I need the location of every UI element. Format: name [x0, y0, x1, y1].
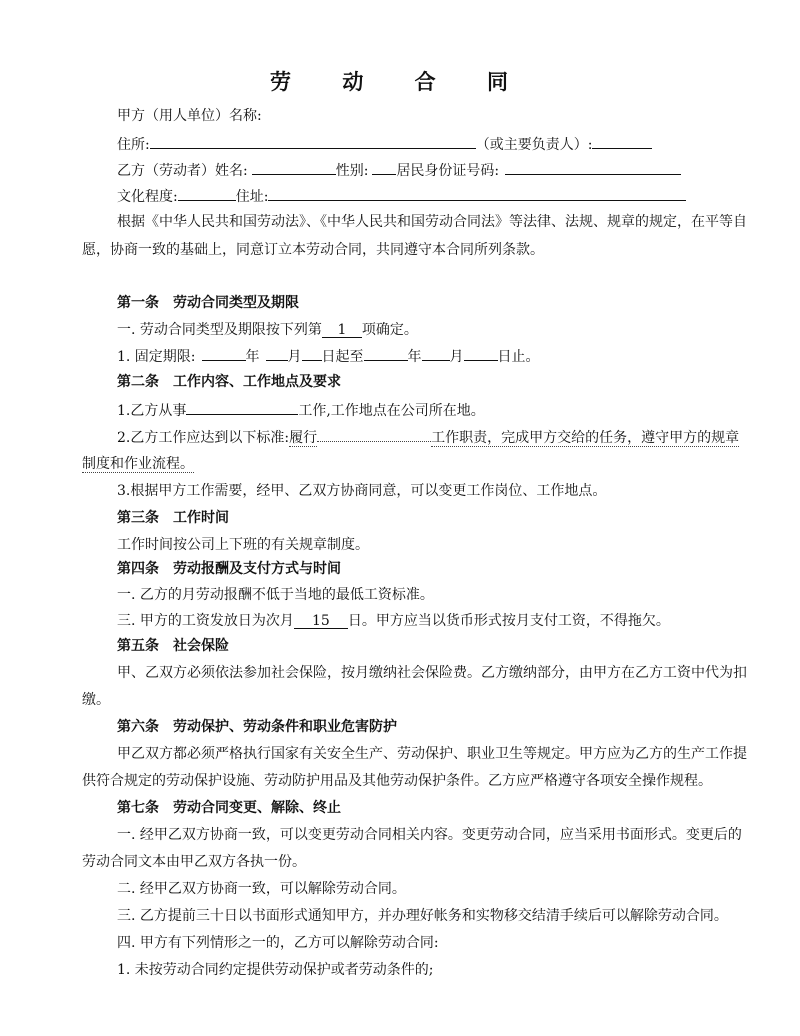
article-1-line-2 — [117, 346, 540, 367]
day-end-label: 日止。 — [497, 349, 540, 365]
contract-type-field[interactable]: 1 — [322, 323, 362, 338]
article-2-line-2 — [117, 427, 739, 448]
article-7-heading: 第七条 劳动合同变更、解除、终止 — [117, 800, 341, 816]
article-6-line-2: 供符合规定的劳动保护设施、劳动防护用品及其他劳动保护条件。乙方应严格遵守各项安全操作规程。 — [82, 773, 712, 789]
party-b-label: 乙方（劳动者）姓名: — [117, 163, 248, 179]
address2-label: 住址: — [235, 189, 269, 205]
end-year-field[interactable] — [364, 346, 408, 361]
payday-suffix: 日。甲方应当以货币形式按月支付工资，不得拖欠。 — [347, 613, 670, 629]
article-1-heading: 第一条 劳动合同类型及期限 — [117, 295, 299, 311]
article-6-heading: 第六条 劳动保护、劳动条件和职业危害防护 — [117, 719, 397, 735]
article-5-heading: 第五条 社会保险 — [117, 638, 229, 654]
standard-perform-text: 履行 — [289, 430, 318, 446]
article-3-heading: 第三条 工作时间 — [117, 510, 229, 526]
duty-field[interactable] — [317, 427, 431, 442]
address2-field[interactable] — [268, 186, 686, 201]
article-7-line-6: 1. 未按劳动合同约定提供劳动保护或者劳动条件的; — [117, 962, 434, 978]
article-2-heading: 第二条 工作内容、工作地点及要求 — [117, 374, 341, 390]
article-2-line-1-suffix: 工作,工作地点在公司所在地。 — [298, 403, 485, 419]
article-4-line-2 — [117, 611, 670, 631]
start-year-field[interactable] — [202, 346, 246, 361]
article-1-line-1-suffix: 项确定。 — [361, 322, 418, 338]
education-field[interactable] — [178, 186, 236, 201]
document-title: 劳 动 合 同 — [270, 69, 530, 94]
article-3-line-1: 工作时间按公司上下班的有关规章制度。 — [117, 537, 369, 553]
article-6-line-1: 甲乙双方都必须严格执行国家有关安全生产、劳动保护、职业卫生等规定。甲方应为乙方的生产工作提 — [117, 746, 747, 762]
education-label: 文化程度: — [117, 189, 178, 205]
month-label: 月 — [287, 349, 302, 365]
fixed-term-label: 1. 固定期限: — [117, 349, 196, 365]
article-7-line-2: 劳动合同文本由甲乙双方各执一份。 — [82, 854, 306, 870]
gender-label: 性别: — [335, 163, 369, 179]
article-2-line-3 — [82, 454, 194, 474]
start-day-field[interactable] — [302, 346, 322, 361]
article-7-line-5: 四. 甲方有下列情形之一的，乙方可以解除劳动合同: — [117, 935, 439, 951]
standard-duties-text: 工作职责，完成甲方交给的任务，遵守甲方的规章 — [431, 430, 740, 446]
article-7-line-1: 一. 经甲乙双方协商一致，可以变更劳动合同相关内容。变更劳动合同，应当采用书面形式。变更后的 — [117, 827, 742, 843]
article-2-line-1-prefix: 1.乙方从事 — [117, 403, 187, 419]
article-2-line-4: 3.根据甲方工作需要，经甲、乙双方协商同意，可以变更工作岗位、工作地点。 — [117, 483, 607, 499]
intro-line-2: 愿，协商一致的基础上，同意订立本劳动合同，共同遵守本合同所列条款。 — [82, 242, 544, 258]
party-b-line — [117, 160, 681, 181]
article-1-line-1-prefix: 一. 劳动合同类型及期限按下列第 — [117, 322, 322, 338]
article-1-line-1 — [117, 320, 418, 340]
article-5-line-2: 缴。 — [82, 692, 110, 708]
article-7-line-4: 三. 乙方提前三十日以书面形式通知甲方，并办理好帐务和实物移交结清手续后可以解除劳动合同。 — [117, 908, 728, 924]
year-label: 年 — [245, 349, 260, 365]
id-number-field[interactable] — [505, 160, 681, 175]
month-label: 月 — [449, 349, 464, 365]
article-4-line-1: 一. 乙方的月劳动报酬不低于当地的最低工资标准。 — [117, 587, 434, 603]
article-2-line-1 — [117, 400, 485, 421]
party-a-name-line — [117, 106, 262, 126]
standard-rules-text: 制度和作业流程。 — [82, 456, 194, 472]
start-month-field[interactable] — [266, 346, 288, 361]
year-label: 年 — [407, 349, 422, 365]
address-field[interactable] — [150, 134, 476, 149]
payday-field[interactable]: 15 — [294, 614, 348, 629]
day-from-label: 日起至 — [321, 349, 364, 365]
payday-prefix: 三. 甲方的工资发放日为次月 — [117, 613, 294, 629]
end-day-field[interactable] — [464, 346, 498, 361]
article-4-heading: 第四条 劳动报酬及支付方式与时间 — [117, 561, 341, 577]
article-7-line-3: 二. 经甲乙双方协商一致，可以解除劳动合同。 — [117, 881, 406, 897]
address-label: 住所: — [117, 137, 150, 153]
responsible-field[interactable] — [592, 134, 652, 149]
article-5-line-1: 甲、乙双方必须依法参加社会保险，按月缴纳社会保险费。乙方缴纳部分，由甲方在乙方工资中代为扣 — [117, 665, 747, 681]
article-2-line-2-prefix: 2.乙方工作应达到以下标准: — [117, 430, 290, 446]
education-line — [117, 186, 686, 207]
end-month-field[interactable] — [422, 346, 450, 361]
intro-line-1: 根据《中华人民共和国劳动法》、《中华人民共和国劳动合同法》等法律、法规、规章的规定，在平等自 — [117, 214, 747, 230]
gender-field[interactable] — [372, 160, 396, 175]
id-label: 居民身份证号码: — [396, 163, 500, 179]
party-a-label: 甲方（用人单位）名称: — [117, 108, 262, 124]
responsible-label: （或主要负责人）: — [475, 137, 593, 153]
job-field[interactable] — [186, 400, 298, 415]
address-line — [117, 134, 652, 155]
party-b-name-field[interactable] — [252, 160, 336, 175]
